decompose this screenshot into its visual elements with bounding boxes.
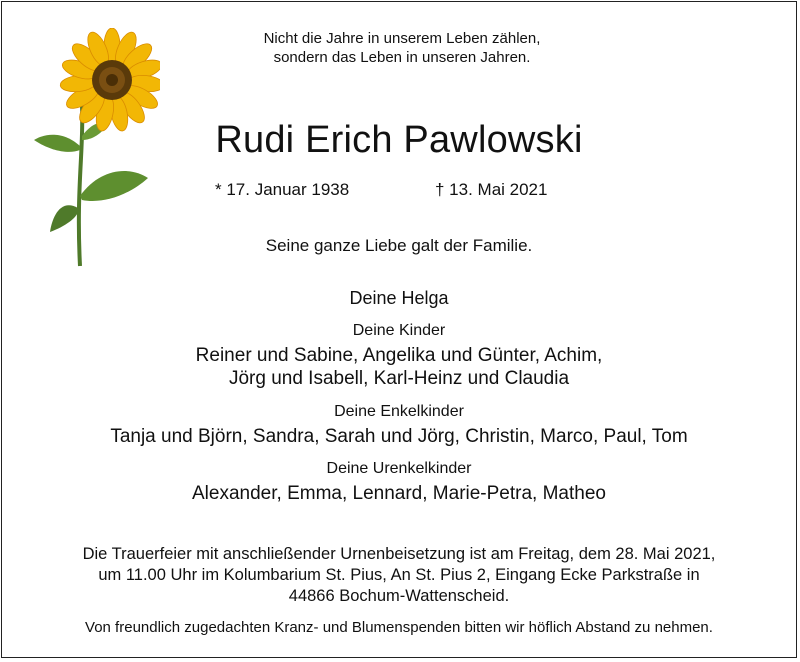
motto-line: Nicht die Jahre in unserem Leben zählen, (263, 30, 541, 47)
spouse-name: Deine Helga (349, 288, 449, 308)
obituary-card (1, 1, 797, 658)
children-names (2, 344, 796, 390)
children-label: Deine Kinder (352, 322, 446, 339)
greatgrandchildren-names: Alexander, Emma, Lennard, Marie-Petra, Matheo (192, 483, 606, 504)
ceremony-line: um 11.00 Uhr im Kolumbarium St. Pius, An St. Pius 2, Eingang Ecke Parkstraße in (98, 566, 700, 584)
death-date: † 13. Mai 2021 (435, 180, 548, 199)
children-line: Reiner und Sabine, Angelika und Günter, Achim, (195, 345, 603, 366)
family-quote: Seine ganze Liebe galt der Familie. (265, 236, 533, 255)
deceased-name: Rudi Erich Pawlowski (215, 119, 583, 161)
ceremony-line: Die Trauerfeier mit anschließender Urnenbeisetzung ist am Freitag, dem 28. Mai 2021, (82, 545, 716, 563)
birth-date: * 17. Januar 1938 (215, 180, 350, 199)
motto (2, 29, 800, 67)
motto-line: sondern das Leben in unseren Jahren. (273, 49, 531, 66)
grandchildren-names: Tanja und Björn, Sandra, Sarah und Jörg, Christin, Marco, Paul, Tom (110, 426, 688, 447)
children-line: Jörg und Isabell, Karl-Heinz und Claudia (228, 368, 570, 389)
ceremony-info (2, 544, 796, 607)
grandchildren-label: Deine Enkelkinder (334, 403, 464, 420)
greatgrandchildren-label: Deine Urenkelkinder (326, 460, 472, 477)
donation-note: Von freundlich zugedachten Kranz- und Blumenspenden bitten wir höflich Abstand zu nehmen. (85, 619, 713, 636)
ceremony-line: 44866 Bochum-Wattenscheid. (288, 587, 510, 605)
